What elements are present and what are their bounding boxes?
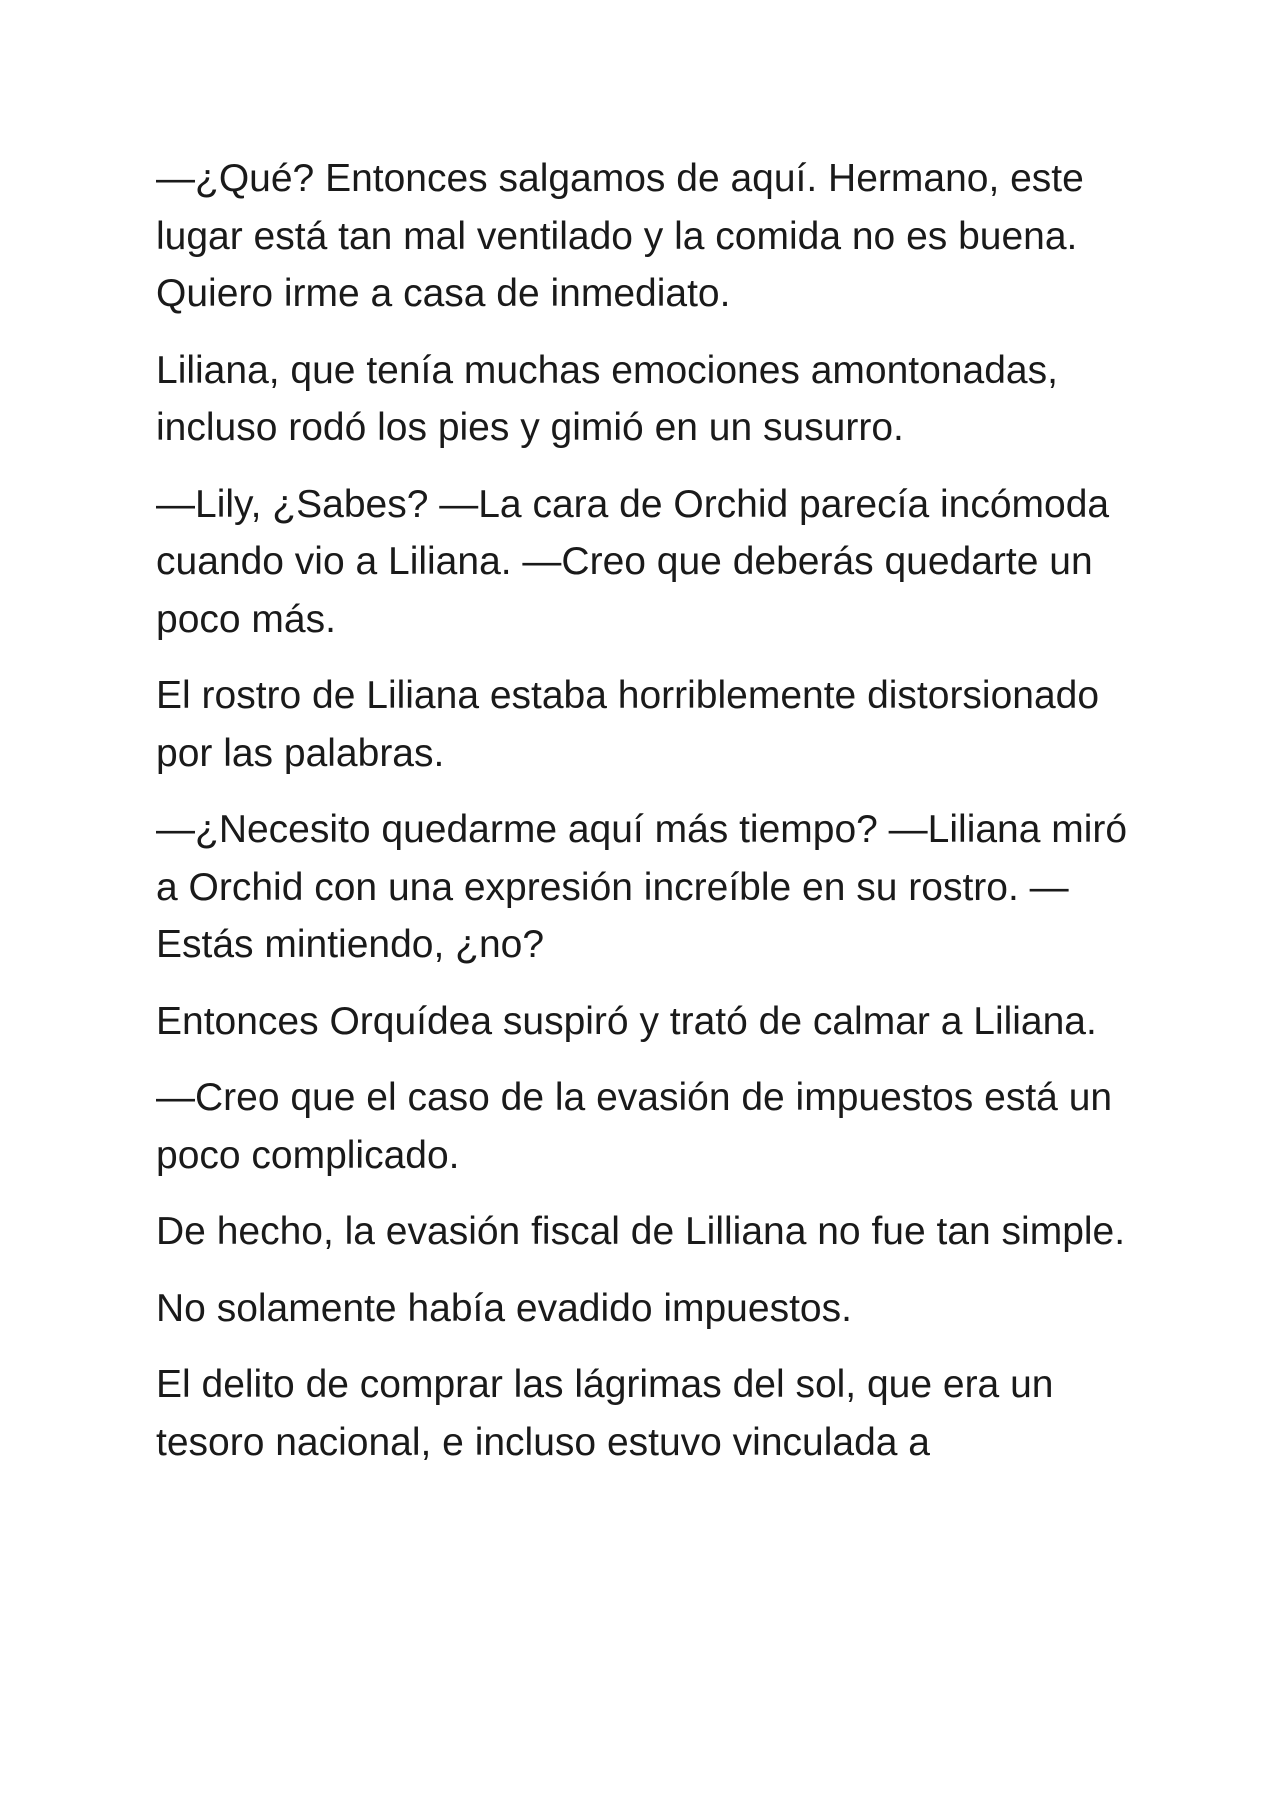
paragraph-3: —Lily, ¿Sabes? —La cara de Orchid parecía incómoda cuando vio a Liliana. —Creo que deberás quedarte un poco más. <box>156 482 1110 641</box>
paragraph-9: No solamente había evadido impuestos. <box>156 1286 852 1330</box>
paragraph-4: El rostro de Liliana estaba horriblemente distorsionado por las palabras. <box>156 674 1100 775</box>
paragraph-5: —¿Necesito quedarme aquí más tiempo? —Liliana miró a Orchid con una expresión increíble en su rostro. —Estás mintiendo, ¿no? <box>156 808 1128 966</box>
paragraph-1: —¿Qué? Entonces salgamos de aquí. Hermano, este lugar está tan mal ventilado y la comida no es buena. Quiero irme a casa de inmediato. <box>156 157 1084 315</box>
body-text <box>156 150 1136 1490</box>
paragraph-10: El delito de comprar las lágrimas del sol, que era un tesoro nacional, e incluso estuvo vinculada a <box>156 1363 1054 1464</box>
paragraph-6: Entonces Orquídea suspiró y trató de calmar a Liliana. <box>156 999 1097 1043</box>
paragraph-8: De hecho, la evasión fiscal de Lilliana no fue tan simple. <box>156 1210 1126 1253</box>
paragraph-2: Liliana, que tenía muchas emociones amontonadas, incluso rodó los pies y gimió en un susurro. <box>156 348 1058 449</box>
paragraph-7: —Creo que el caso de la evasión de impuestos está un poco complicado. <box>156 1076 1113 1177</box>
